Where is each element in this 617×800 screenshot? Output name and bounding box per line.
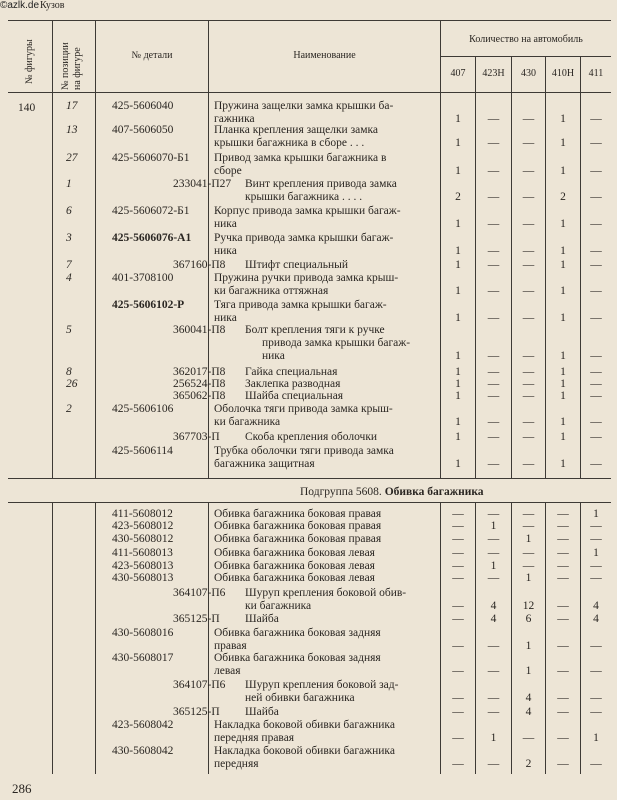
quantity-cell: — <box>522 137 535 149</box>
quantity-cell: — <box>522 285 535 297</box>
subgroup-heading <box>300 486 484 499</box>
quantity-cell: — <box>452 533 464 545</box>
quantity-cell: — <box>590 560 602 572</box>
quantity-cell: — <box>487 572 500 584</box>
part-name-line: Штифт специальный <box>245 259 349 271</box>
quantity-cell: 4 <box>490 600 497 612</box>
col-divider-part-2 <box>208 502 209 774</box>
quantity-cell: — <box>452 665 464 677</box>
quantity-cell: 2 <box>455 191 461 203</box>
quantity-cell: — <box>487 350 500 362</box>
quantity-cell: — <box>487 706 500 718</box>
part-name-line: Трубка оболочки тяги привода замка <box>214 445 394 457</box>
quantity-cell: — <box>557 758 569 770</box>
quantity-cell: 4 <box>525 706 532 718</box>
part-name-line: Обивка багажника боковая правая <box>214 533 382 545</box>
quantity-cell: — <box>522 431 535 443</box>
quantity-cell: 4 <box>490 613 497 625</box>
quantity-cell: 1 <box>455 378 461 390</box>
quantity-cell: 1 <box>593 508 599 520</box>
quantity-cell: — <box>590 431 602 443</box>
part-number: 425-5606072-Б1 <box>112 205 190 217</box>
quantity-cell: 1 <box>560 431 566 443</box>
quantity-cell: 1 <box>593 732 599 744</box>
quantity-cell: — <box>590 312 602 324</box>
quantity-cell: 1 <box>490 520 497 532</box>
quantity-cell: — <box>487 508 500 520</box>
part-name-line: правая <box>214 640 247 652</box>
quantity-cell: 1 <box>560 312 566 324</box>
part-number: 365125-П <box>173 613 220 625</box>
quantity-cell: — <box>487 458 500 470</box>
position-number: 17 <box>66 100 78 112</box>
quantity-cell: 1 <box>525 665 532 677</box>
table-top-rule <box>8 20 611 21</box>
part-name-line: ки багажника <box>214 416 281 428</box>
quantity-cell: — <box>487 285 500 297</box>
part-name-line: Ручка привода замка крышки багаж- <box>214 232 394 244</box>
position-number: 5 <box>66 324 72 336</box>
header-figure: № фигуры <box>24 39 35 84</box>
position-number: 1 <box>66 178 72 190</box>
quantity-cell: 1 <box>525 572 532 584</box>
quantity-cell: — <box>452 613 464 625</box>
quantity-cell: — <box>557 508 569 520</box>
part-name-line: Пружина ручки привода замка крыш- <box>214 272 399 284</box>
part-name-line: Обивка багажника боковая задняя <box>214 627 381 639</box>
header-model-407: 407 <box>450 68 466 79</box>
part-name-line: ника <box>214 245 237 257</box>
part-name-line: Планка крепления защелки замка <box>214 124 379 136</box>
header-name: Наименование <box>293 50 356 61</box>
quantity-cell: — <box>590 692 602 704</box>
quantity-cell: 1 <box>455 113 461 125</box>
part-name-line: крышки багажника в сборе . . . <box>214 137 365 149</box>
part-name-line: привода замка крышки багаж- <box>262 337 411 349</box>
part-number: 367703-П <box>173 431 220 443</box>
quantity-cell: 1 <box>560 285 566 297</box>
part-number: 423-5608042 <box>112 719 174 731</box>
quantity-cell: — <box>452 547 464 559</box>
position-number: 26 <box>66 378 78 390</box>
header-position-line2: на фигуре <box>72 47 83 90</box>
quantity-cell: — <box>452 732 464 744</box>
quantity-cell: — <box>487 378 500 390</box>
subgroup-top-rule <box>8 478 611 479</box>
quantity-cell: — <box>487 366 500 378</box>
part-number: 364107-П6 <box>173 679 226 691</box>
part-name-line: крышки багажника . . . . <box>245 191 363 203</box>
part-name-line: Болт крепления тяги к ручке <box>245 324 385 336</box>
part-number: 360041-П8 <box>173 324 226 336</box>
quantity-cell: — <box>590 191 602 203</box>
quantity-cell: — <box>522 547 535 559</box>
header-model-410n: 410Н <box>551 68 575 79</box>
quantity-cell: 1 <box>455 245 461 257</box>
part-number: 411-5608013 <box>112 547 173 559</box>
quantity-header-rule <box>440 56 611 57</box>
part-name-line: сборе <box>214 165 242 177</box>
quantity-cell: — <box>522 732 535 744</box>
part-name-line: Оболочка тяги привода замка крыш- <box>214 403 393 415</box>
part-number: 401-3708100 <box>112 272 174 284</box>
header-bottom-rule <box>8 92 611 93</box>
quantity-cell: — <box>590 218 602 230</box>
header-model-423n: 423Н <box>482 68 505 79</box>
part-number: 425-5606040 <box>112 100 174 112</box>
quantity-cell: — <box>557 706 569 718</box>
part-number: 365062-П8 <box>173 390 226 402</box>
quantity-cell: — <box>522 378 535 390</box>
part-number: 367160-П8 <box>173 259 226 271</box>
subgroup-title: Подгруппа 5608. <box>300 486 382 498</box>
part-name-line: Гайка специальная <box>245 366 338 378</box>
quantity-cell: 1 <box>560 113 566 125</box>
quantity-cell: 1 <box>560 350 566 362</box>
part-name-line: гажника <box>214 113 255 125</box>
quantity-cell: 1 <box>455 390 461 402</box>
quantity-cell: — <box>522 416 535 428</box>
quantity-cell: — <box>522 165 535 177</box>
part-name-line: Обивка багажника боковая правая <box>214 508 382 520</box>
quantity-cell: 1 <box>525 533 532 545</box>
part-number: 430-5608042 <box>112 745 174 757</box>
quantity-cell: — <box>452 508 464 520</box>
part-name-line: Обивка багажника боковая левая <box>214 572 375 584</box>
quantity-cell: 1 <box>455 350 461 362</box>
quantity-cell: 1 <box>455 416 461 428</box>
quantity-cell: — <box>452 520 464 532</box>
header-model-411: 411 <box>588 68 604 79</box>
quantity-cell: — <box>557 547 569 559</box>
part-number: 425-5606070-Б1 <box>112 152 190 164</box>
quantity-cell: — <box>590 366 602 378</box>
quantity-cell: 1 <box>560 390 566 402</box>
subgroup-bottom-rule <box>8 502 611 503</box>
quantity-cell: 4 <box>593 600 599 612</box>
part-number: 430-5608012 <box>112 533 174 545</box>
quantity-cell: — <box>557 613 569 625</box>
quantity-cell: — <box>487 692 500 704</box>
quantity-cell: 1 <box>455 366 461 378</box>
quantity-cell: — <box>522 350 535 362</box>
quantity-cell: 1 <box>560 378 566 390</box>
quantity-cell: — <box>452 560 464 572</box>
quantity-cell: — <box>590 665 602 677</box>
quantity-cell: 1 <box>560 245 566 257</box>
quantity-cell: 1 <box>560 165 566 177</box>
quantity-cell: 1 <box>560 416 566 428</box>
quantity-cell: — <box>487 218 500 230</box>
quantity-cell: — <box>487 259 500 271</box>
quantity-cell: — <box>522 520 535 532</box>
part-number: 256524-П8 <box>173 378 226 390</box>
quantity-cell: — <box>590 390 602 402</box>
quantity-cell: — <box>487 533 500 545</box>
quantity-cell: — <box>590 416 602 428</box>
part-number: 425-5606106 <box>112 403 174 415</box>
watermark-text: ©azlk.de <box>0 0 40 11</box>
quantity-cell: — <box>557 520 569 532</box>
quantity-cell: — <box>522 390 535 402</box>
part-name-line: Шайба <box>245 706 279 718</box>
part-number: 362017-П8 <box>173 366 226 378</box>
quantity-cell: — <box>487 547 500 559</box>
part-number: 425-5606102-Р <box>112 299 185 311</box>
quantity-cell: — <box>487 431 500 443</box>
quantity-cell: — <box>590 640 602 652</box>
quantity-cell: 4 <box>593 613 599 625</box>
part-name-line: Скоба крепления оболочки <box>245 431 378 443</box>
quantity-cell: — <box>522 312 535 324</box>
quantity-cell: — <box>590 520 602 532</box>
quantity-cell: — <box>487 113 500 125</box>
quantity-cell: — <box>557 572 569 584</box>
part-number: 430-5608013 <box>112 572 174 584</box>
part-number: 430-5608017 <box>112 652 174 664</box>
part-name-line: Винт крепления привода замка <box>245 178 397 190</box>
header-quantity: Количество на автомобиль <box>469 34 583 45</box>
quantity-cell: — <box>522 191 535 203</box>
part-number: 425-5606076-А1 <box>112 232 192 244</box>
quantity-cell: — <box>557 692 569 704</box>
quantity-cell: — <box>452 758 464 770</box>
quantity-cell: 1 <box>455 312 461 324</box>
part-name-line: Тяга привода замка крышки багаж- <box>214 299 387 311</box>
quantity-cell: 1 <box>560 218 566 230</box>
part-number: 407-5606050 <box>112 124 174 136</box>
quantity-cell: — <box>557 560 569 572</box>
part-name-line: Накладка боковой обивки багажника <box>214 719 395 731</box>
col-divider-position-2 <box>95 502 96 774</box>
header-position-line1: № позиции <box>60 42 71 90</box>
quantity-cell: 1 <box>560 259 566 271</box>
quantity-cell: — <box>522 113 535 125</box>
quantity-cell: 1 <box>560 458 566 470</box>
col-divider-part <box>208 20 209 478</box>
quantity-cell: — <box>487 665 500 677</box>
quantity-cell: — <box>452 640 464 652</box>
part-name-line: ника <box>214 218 237 230</box>
part-name-line: Привод замка крышки багажника в <box>214 152 387 164</box>
position-number: 4 <box>66 272 72 284</box>
quantity-cell: 1 <box>455 458 461 470</box>
position-number: 3 <box>66 232 72 244</box>
quantity-cell: — <box>590 533 602 545</box>
col-divider-figure <box>52 20 53 478</box>
quantity-cell: — <box>522 560 535 572</box>
quantity-cell: — <box>590 285 602 297</box>
part-name-line: Шайба <box>245 613 279 625</box>
part-number: 364107-П6 <box>173 587 226 599</box>
quantity-cell: — <box>452 692 464 704</box>
quantity-cell: — <box>522 458 535 470</box>
quantity-cell: — <box>522 366 535 378</box>
header-model-430: 430 <box>521 68 536 79</box>
page-number: 286 <box>12 781 32 796</box>
quantity-cell: — <box>590 458 602 470</box>
quantity-cell: 2 <box>525 758 532 770</box>
quantity-cell: — <box>522 218 535 230</box>
part-name-line: Шайба специальная <box>245 390 344 402</box>
quantity-cell: — <box>590 245 602 257</box>
col-divider-position <box>95 20 96 478</box>
quantity-cell: — <box>487 640 500 652</box>
position-number: 6 <box>66 205 72 217</box>
running-head: Кузов <box>40 0 65 11</box>
part-name-line: Обивка багажника боковая левая <box>214 560 375 572</box>
quantity-cell: — <box>590 378 602 390</box>
quantity-cell: — <box>590 758 602 770</box>
quantity-cell: — <box>590 350 602 362</box>
quantity-cell: 1 <box>455 259 461 271</box>
quantity-cell: 1 <box>525 640 532 652</box>
quantity-cell: 1 <box>455 285 461 297</box>
quantity-cell: — <box>590 113 602 125</box>
part-name-line: Заклепка разводная <box>245 378 341 390</box>
position-number: 7 <box>66 259 72 271</box>
part-name-line: ки багажника <box>245 600 312 612</box>
quantity-cell: — <box>557 533 569 545</box>
quantity-cell: — <box>487 245 500 257</box>
quantity-cell: — <box>522 245 535 257</box>
quantity-cell: 6 <box>525 613 532 625</box>
part-number: 430-5608016 <box>112 627 174 639</box>
quantity-cell: 1 <box>455 431 461 443</box>
quantity-cell: 2 <box>560 191 566 203</box>
col-divider-figure-2 <box>52 502 53 774</box>
quantity-cell: — <box>452 706 464 718</box>
quantity-cell: — <box>557 600 569 612</box>
quantity-cell: 1 <box>560 366 566 378</box>
quantity-cell: 1 <box>455 165 461 177</box>
quantity-cell: 1 <box>490 560 497 572</box>
position-number: 27 <box>66 152 78 164</box>
quantity-cell: 1 <box>455 137 461 149</box>
part-number: 425-5606114 <box>112 445 173 457</box>
position-number: 13 <box>66 124 78 136</box>
part-name-line: Накладка боковой обивки багажника <box>214 745 395 757</box>
part-name-line: ника <box>214 312 237 324</box>
quantity-cell: 1 <box>593 547 599 559</box>
header-part-number: № детали <box>131 50 173 61</box>
part-name-line: передняя <box>214 758 259 770</box>
part-name-line: Обивка багажника боковая задняя <box>214 652 381 664</box>
quantity-cell: — <box>557 640 569 652</box>
part-name-line: ней обивки багажника <box>245 692 355 704</box>
quantity-cell: — <box>590 706 602 718</box>
part-name-line: Шуруп крепления боковой зад- <box>245 679 399 691</box>
quantity-cell: 1 <box>490 732 497 744</box>
part-name-line: ки багажника оттяжная <box>214 285 329 297</box>
quantity-cell: — <box>590 137 602 149</box>
quantity-cell: — <box>487 137 500 149</box>
part-name-line: Обивка багажника боковая левая <box>214 547 375 559</box>
part-number: 423-5608013 <box>112 560 174 572</box>
part-name-line: ника <box>262 350 285 362</box>
part-name-line: передняя правая <box>214 732 295 744</box>
part-number: 365125-П <box>173 706 220 718</box>
quantity-cell: — <box>557 665 569 677</box>
part-name-line: Пружина защелки замка крышки ба- <box>214 100 394 112</box>
position-number: 8 <box>66 366 72 378</box>
quantity-cell: — <box>487 312 500 324</box>
quantity-cell: 4 <box>525 692 532 704</box>
part-number: 423-5608012 <box>112 520 174 532</box>
quantity-cell: — <box>487 390 500 402</box>
figure-number: 140 <box>18 102 36 114</box>
quantity-cell: — <box>452 600 464 612</box>
part-number: 411-5608012 <box>112 508 173 520</box>
quantity-cell: — <box>522 508 535 520</box>
quantity-cell: — <box>487 758 500 770</box>
part-name-line: левая <box>214 665 241 677</box>
part-name-line: Шуруп крепления боковой обив- <box>245 587 407 599</box>
quantity-cell: 12 <box>522 600 535 612</box>
quantity-cell: — <box>487 416 500 428</box>
part-name-line: багажника защитная <box>214 458 315 470</box>
quantity-cell: — <box>590 572 602 584</box>
quantity-cell: — <box>590 165 602 177</box>
quantity-cell: — <box>487 191 500 203</box>
part-number: 233041-П27 <box>173 178 232 190</box>
quantity-cell: — <box>590 259 602 271</box>
position-number: 2 <box>66 403 72 415</box>
quantity-cell: — <box>452 572 464 584</box>
part-name-line: Корпус привода замка крышки багаж- <box>214 205 401 217</box>
quantity-cell: — <box>487 165 500 177</box>
quantity-cell: — <box>557 732 569 744</box>
subgroup-name: Обивка багажника <box>384 486 484 498</box>
part-name-line: Обивка багажника боковая правая <box>214 520 382 532</box>
quantity-cell: 1 <box>455 218 461 230</box>
quantity-cell: 1 <box>560 137 566 149</box>
quantity-cell: — <box>522 259 535 271</box>
